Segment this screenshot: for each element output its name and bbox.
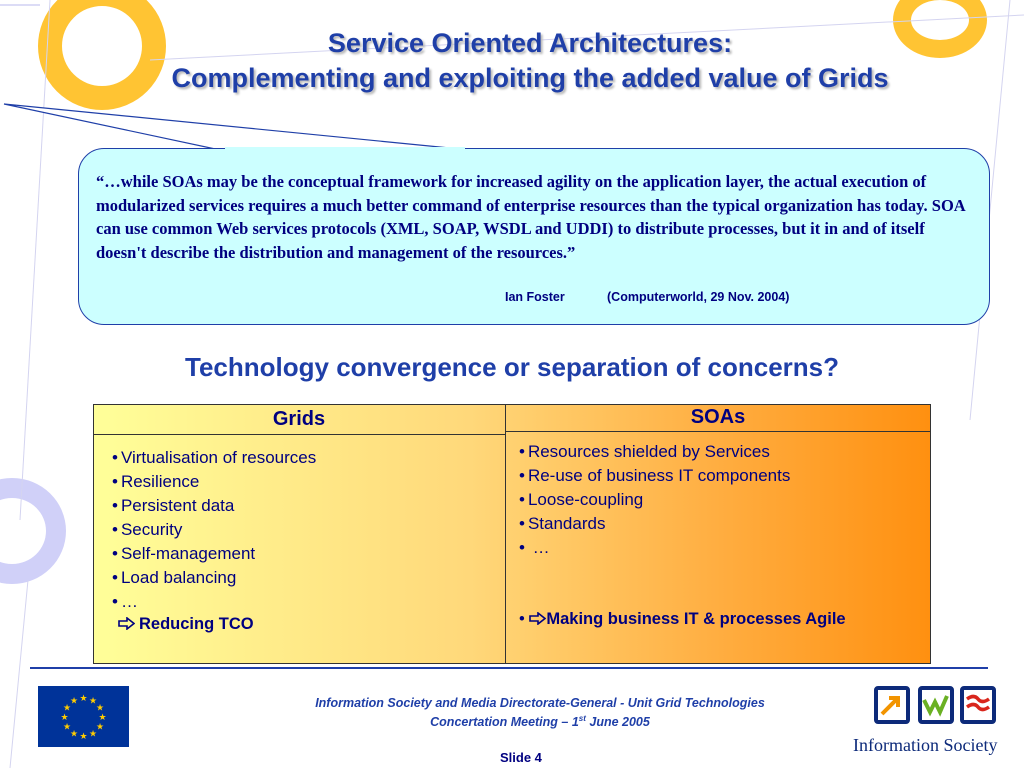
quote-author: Ian Foster: [505, 290, 565, 304]
svg-text:★: ★: [69, 696, 79, 707]
svg-text:★: ★: [88, 729, 98, 740]
svg-text:★: ★: [62, 722, 72, 733]
arrow-right-icon: [529, 612, 546, 625]
eu-stars-icon: [38, 686, 129, 747]
svg-text:★: ★: [95, 703, 105, 714]
list-item: • Re-use of business IT components: [519, 464, 790, 488]
grids-conclusion-text: Reducing TCO: [139, 615, 254, 633]
logo-box-lines: [960, 686, 996, 724]
slide-title-line2: Complementing and exploiting the added value of Grids: [171, 63, 889, 93]
svg-text:★: ★: [62, 703, 72, 714]
table-divider-grids: [93, 434, 505, 435]
svg-text:★: ★: [88, 696, 98, 707]
quote-source: (Computerworld, 29 Nov. 2004): [607, 290, 790, 304]
quote-text: “…while SOAs may be the conceptual framework for increased agility on the application layer, the actual execution of modularized services requires a much better command of enterprise resources than the typical organization has today. SOA can use common Web services protocols (XML, SOAP, WSDL and UDDI) to distribute processes, but it in and of itself doesn't describe the distribution and management of the resources.”: [96, 172, 965, 262]
slide-title-line1: Service Oriented Architectures:: [327, 28, 733, 58]
section-question: Technology convergence or separation of concerns?: [185, 352, 839, 382]
logo-lines-icon: [964, 690, 992, 720]
svg-text:★: ★: [98, 713, 107, 723]
list-item: • Loose-coupling: [519, 488, 790, 512]
svg-text:★: ★: [60, 713, 69, 723]
logo-arrow-icon: [878, 690, 906, 720]
soas-list: [519, 440, 790, 560]
arrow-right-icon: [118, 617, 135, 630]
soas-conclusion-text: Making business IT & processes Agile: [546, 610, 846, 628]
svg-text:★: ★: [79, 732, 88, 742]
svg-text:★: ★: [69, 729, 79, 740]
list-item: • …: [519, 536, 790, 560]
list-item: • Resources shielded by Services: [519, 440, 790, 464]
list-item: • Self-management: [112, 542, 316, 566]
grids-header: Grids: [272, 408, 326, 430]
soas-header: SOAs: [690, 406, 746, 428]
logo-box-arrow: [874, 686, 910, 724]
list-item: • …: [112, 590, 316, 614]
svg-text:★: ★: [95, 722, 105, 733]
list-item: • Resilience: [112, 470, 316, 494]
slide-number: Slide 4: [500, 750, 542, 765]
eu-flag-logo: [38, 686, 129, 747]
list-item: • Security: [112, 518, 316, 542]
list-item: • Standards: [519, 512, 790, 536]
footer-divider: [30, 667, 988, 669]
grids-list: [112, 446, 316, 614]
table-divider-soas: [505, 431, 931, 432]
list-item: • Persistent data: [112, 494, 316, 518]
list-item: • Virtualisation of resources: [112, 446, 316, 470]
information-society-logo-text: Information Society: [853, 735, 998, 755]
grids-conclusion: [118, 615, 254, 634]
table-divider-vertical: [505, 404, 506, 664]
footer-line2: Concertation Meeting – 1st June 2005: [430, 714, 650, 730]
svg-text:★: ★: [79, 694, 88, 704]
callout-pointer-cover: [225, 147, 465, 151]
footer-line1: Information Society and Media Directorate-General - Unit Grid Technologies: [315, 696, 765, 710]
logo-wave-icon: [922, 690, 950, 720]
logo-box-wave: [918, 686, 954, 724]
list-item: • Load balancing: [112, 566, 316, 590]
soas-conclusion: • Making business IT & processes Agile: [519, 610, 846, 628]
